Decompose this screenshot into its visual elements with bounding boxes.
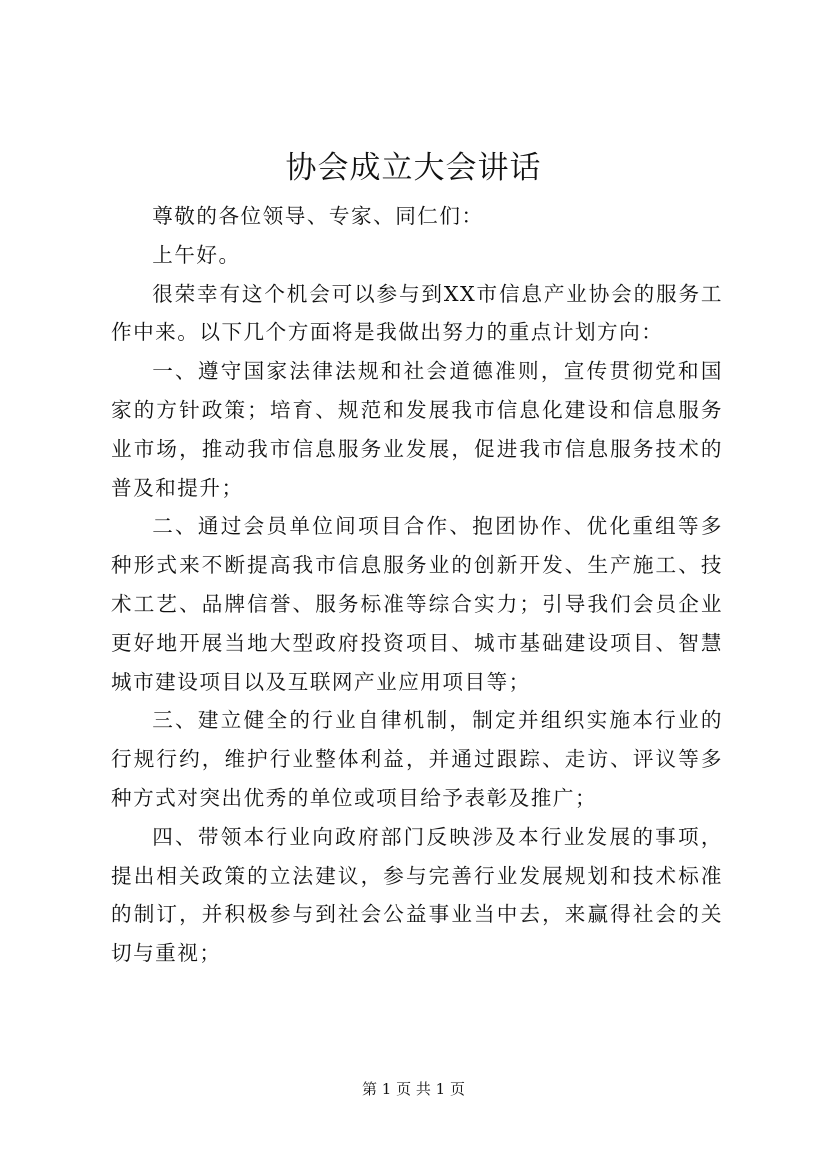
- point-one-paragraph: 一、遵守国家法律法规和社会道德准则，宣传贯彻党和国家的方针政策；培育、规范和发展我市信息化建设和信息服务业市场，推动我市信息服务业发展，促进我市信息服务技术的普及和提升；: [111, 359, 723, 500]
- point-three-paragraph: 三、建立健全的行业自律机制，制定并组织实施本行业的行规行约，维护行业整体利益，并通过跟踪、走访、评议等多种方式对突出优秀的单位或项目给予表彰及推广；: [111, 708, 723, 810]
- salutation-paragraph: 尊敬的各位领导、专家、同仁们：: [152, 204, 484, 228]
- point-two-paragraph: 二、通过会员单位间项目合作、抱团协作、优化重组等多种形式来不断提高我市信息服务业的创新开发、生产施工、技术工艺、品牌信誉、服务标准等综合实力；引导我们会员企业更好地开展当地大型政府投资项目、城市基础建设项目、智慧城市建设项目以及互联网产业应用项目等；: [111, 514, 723, 694]
- intro-paragraph: 很荣幸有这个机会可以参与到XX市信息产业协会的服务工作中来。以下几个方面将是我做出努力的重点计划方向：: [111, 281, 723, 345]
- greeting-paragraph: 上午好。: [152, 242, 241, 267]
- document-body: [111, 197, 723, 973]
- document-title: 协会成立大会讲话: [285, 150, 542, 186]
- point-four-paragraph: 四、带领本行业向政府部门反映涉及本行业发展的事项，提出相关政策的立法建议，参与完善行业发展规划和技术标准的制订，并积极参与到社会公益事业当中去，来赢得社会的关切与重视；: [111, 824, 723, 966]
- page-number-footer: 第 1 页 共 1 页: [362, 1080, 465, 1098]
